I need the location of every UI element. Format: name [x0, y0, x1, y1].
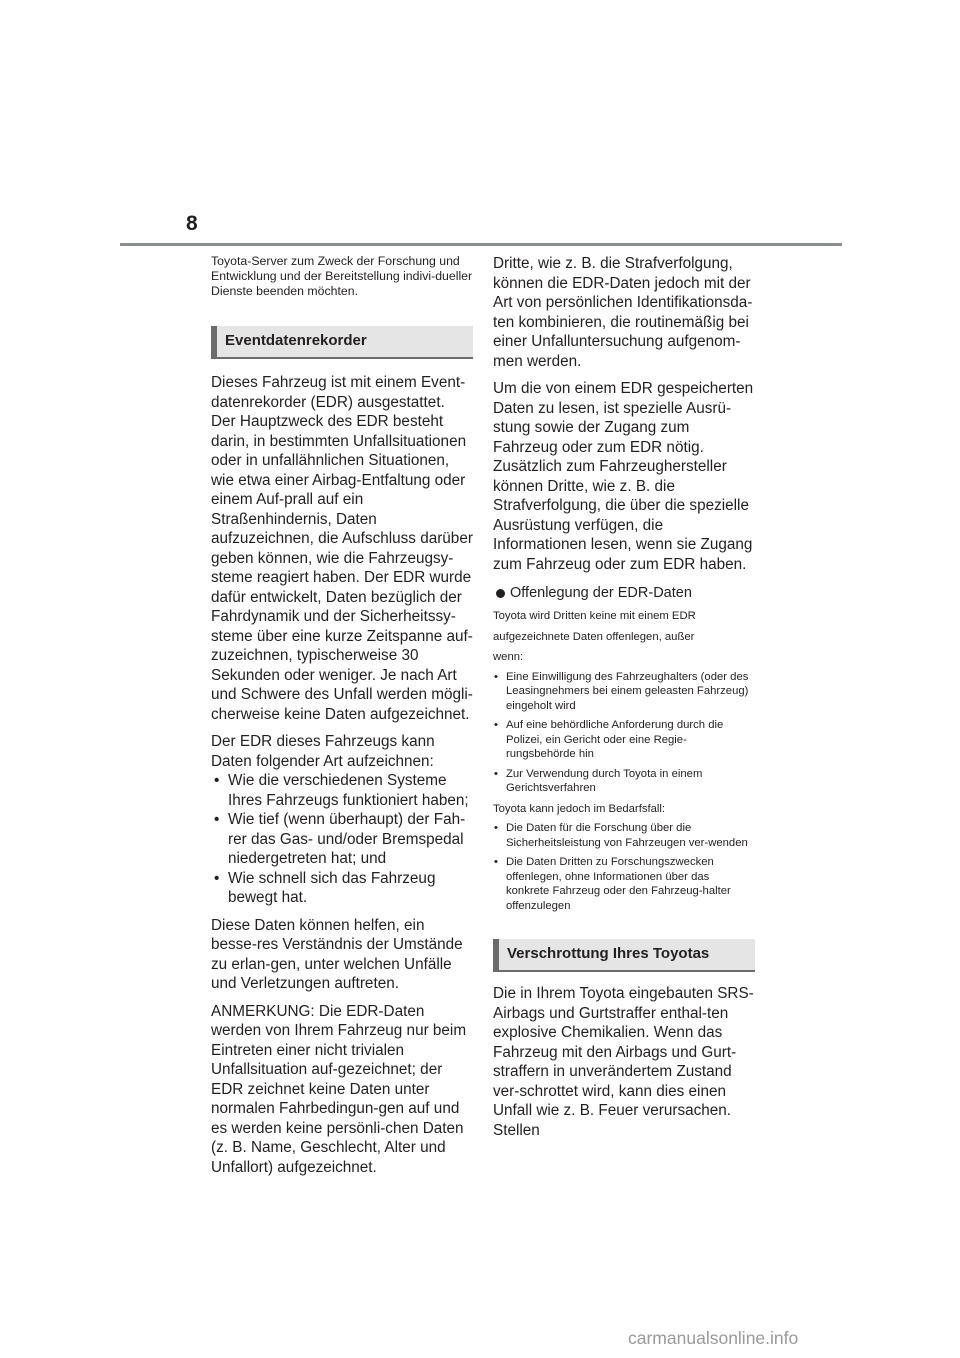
watermark-text: carmanualsonline.info [628, 1328, 799, 1348]
section-heading-verschrottung [493, 939, 755, 972]
disclosure-line-2: aufgezeichnete Daten offenlegen, außer [493, 630, 695, 643]
edr-bullet-list [211, 771, 473, 908]
list-item: • Wie die verschiedenen Systeme Ihres Fahrzeugs funktioniert haben; [214, 772, 469, 809]
bullet-icon: • [214, 811, 220, 828]
list-item: • Auf eine behördliche Anforderung durch die Polizei, ein Gericht oder eine Regie-rungsbehörde hin [494, 719, 724, 760]
scrapping-paragraph: Die in Ihrem Toyota eingebauten SRS-Airbags und Gurtstraffer enthal-ten explosive Chemikalien. Wenn das Fahrzeug mit den Airbags und Gurt-straffern in unverändertem Zustand ver-schrottet wird, kann dies einen Unfall wie z. B. Feuer verursachen. Stellen [493, 985, 754, 1139]
list-item: • Wie tief (wenn überhaupt) der Fah-rer das Gas- und/oder Bremspedal niedergetreten hat; und [214, 811, 466, 867]
section-heading-label: Eventdatenrekorder [225, 332, 367, 349]
bullet-icon: • [494, 822, 498, 834]
edr-paragraph-5: Um die von einem EDR gespeicherten Daten zu lesen, ist spezielle Ausrü-stung sowie der Zugang zum Fahrzeug oder zum EDR nötig. Zusätzlich zum Fahrzeughersteller können Dritte, wie z. B. die Strafverfolgung, die über die spezielle Ausrüstung verfügen, die Informationen lesen, wenn sie Zugang zum Fahrzeug oder zum EDR haben. [493, 380, 754, 573]
bullet-icon: • [494, 767, 498, 780]
list-item: • Eine Einwilligung des Fahrzeughalters (oder des Leasingnehmers bei einem geleasten Fahrzeug) eingeholt wird [494, 670, 749, 712]
toyota-usage-list [493, 821, 755, 913]
list-item: • Die Daten Dritten zu Forschungszwecken offenlegen, ohne Informationen über das konkrete Fahrzeug oder den Fahrzeug-halter offenzulegen [494, 856, 731, 912]
header-divider [120, 243, 842, 246]
list-item: • Zur Verwendung durch Toyota in einem Gerichtsverfahren [494, 767, 703, 794]
list-item: • Wie schnell sich das Fahrzeug bewegt hat. [214, 869, 436, 906]
edr-paragraph-2: Der EDR dieses Fahrzeugs kann Daten folgender Art aufzeichnen: [211, 733, 435, 770]
intro-text: Toyota-Server zum Zweck der Forschung und Entwicklung und der Bereitstellung indivi-dueller Dienste beenden möchten. [211, 254, 473, 298]
section-heading-label: Verschrottung Ihres Toyotas [507, 945, 710, 962]
disclosure-line-1: Toyota wird Dritten keine mit einem EDR [493, 610, 696, 622]
left-column [211, 254, 473, 1177]
section-heading-eventdatenrekorder [211, 326, 473, 359]
page-number: 8 [186, 212, 198, 235]
disclosure-line-4: Toyota kann jedoch im Bedarfsfall: [493, 802, 666, 815]
edr-paragraph-4: Dritte, wie z. B. die Strafverfolgung, können die EDR-Daten jedoch mit der Art von persönlichen Identifikationsda-ten kombinieren, die routinemäßig bei einer Unfalluntersuchung aufgenom-men werden. [493, 255, 753, 370]
edr-paragraph-3: Diese Daten können helfen, ein besse-res Verständnis der Umstände zu erlan-gen, unter welchen Unfälle und Verletzungen auftreten. [211, 916, 463, 992]
edr-paragraph-1: Dieses Fahrzeug ist mit einem Event-datenrekorder (EDR) ausgestattet. Der Hauptzweck des EDR besteht darin, in bestimmten Unfallsituationen oder in unfallähnlichen Situationen, wie etwa einer Airbag-Entfaltung oder einem Auf-prall auf ein Straßenhindernis, Daten aufzuzeichnen, die Aufschluss darüber geben können, wie die Fahrzeugsy-steme reagiert haben. Der EDR wurde dafür entwickelt, Daten bezüglich der Fahrdynamik und der Sicherheitssy-steme über eine kurze Zeitspanne auf-zuzeichnen, typischerweise 30 Sekunden oder weniger. Je nach Art und Schwere des Unfall werden mögli-cherweise keine Daten aufgezeichnet. [211, 374, 473, 723]
disclosure-conditions-list [493, 670, 755, 796]
bullet-icon: • [214, 869, 220, 887]
bullet-icon: • [494, 670, 498, 683]
sub-heading-disclosure: Offenlegung der EDR-Daten [493, 584, 755, 603]
bullet-icon: • [214, 772, 220, 789]
bullet-icon: • [494, 856, 498, 868]
right-column [493, 254, 755, 1140]
bullet-disc-icon [496, 589, 505, 598]
edr-note-paragraph: ANMERKUNG: Die EDR-Daten werden von Ihrem Fahrzeug nur beim Eintreten einer nicht trivialen Unfallsituation auf-gezeichnet; der EDR zeichnet keine Daten unter normalen Fahrbedingun-gen auf und es werden keine persönli-chen Daten (z. B. Name, Geschlecht, Alter und Unfallort) aufgezeichnet. [211, 1002, 467, 1176]
bullet-icon: • [494, 719, 498, 731]
disclosure-line-3: wenn: [493, 651, 524, 663]
list-item: • Die Daten für die Forschung über die Sicherheitsleistung von Fahrzeugen ver-wenden [494, 822, 748, 849]
